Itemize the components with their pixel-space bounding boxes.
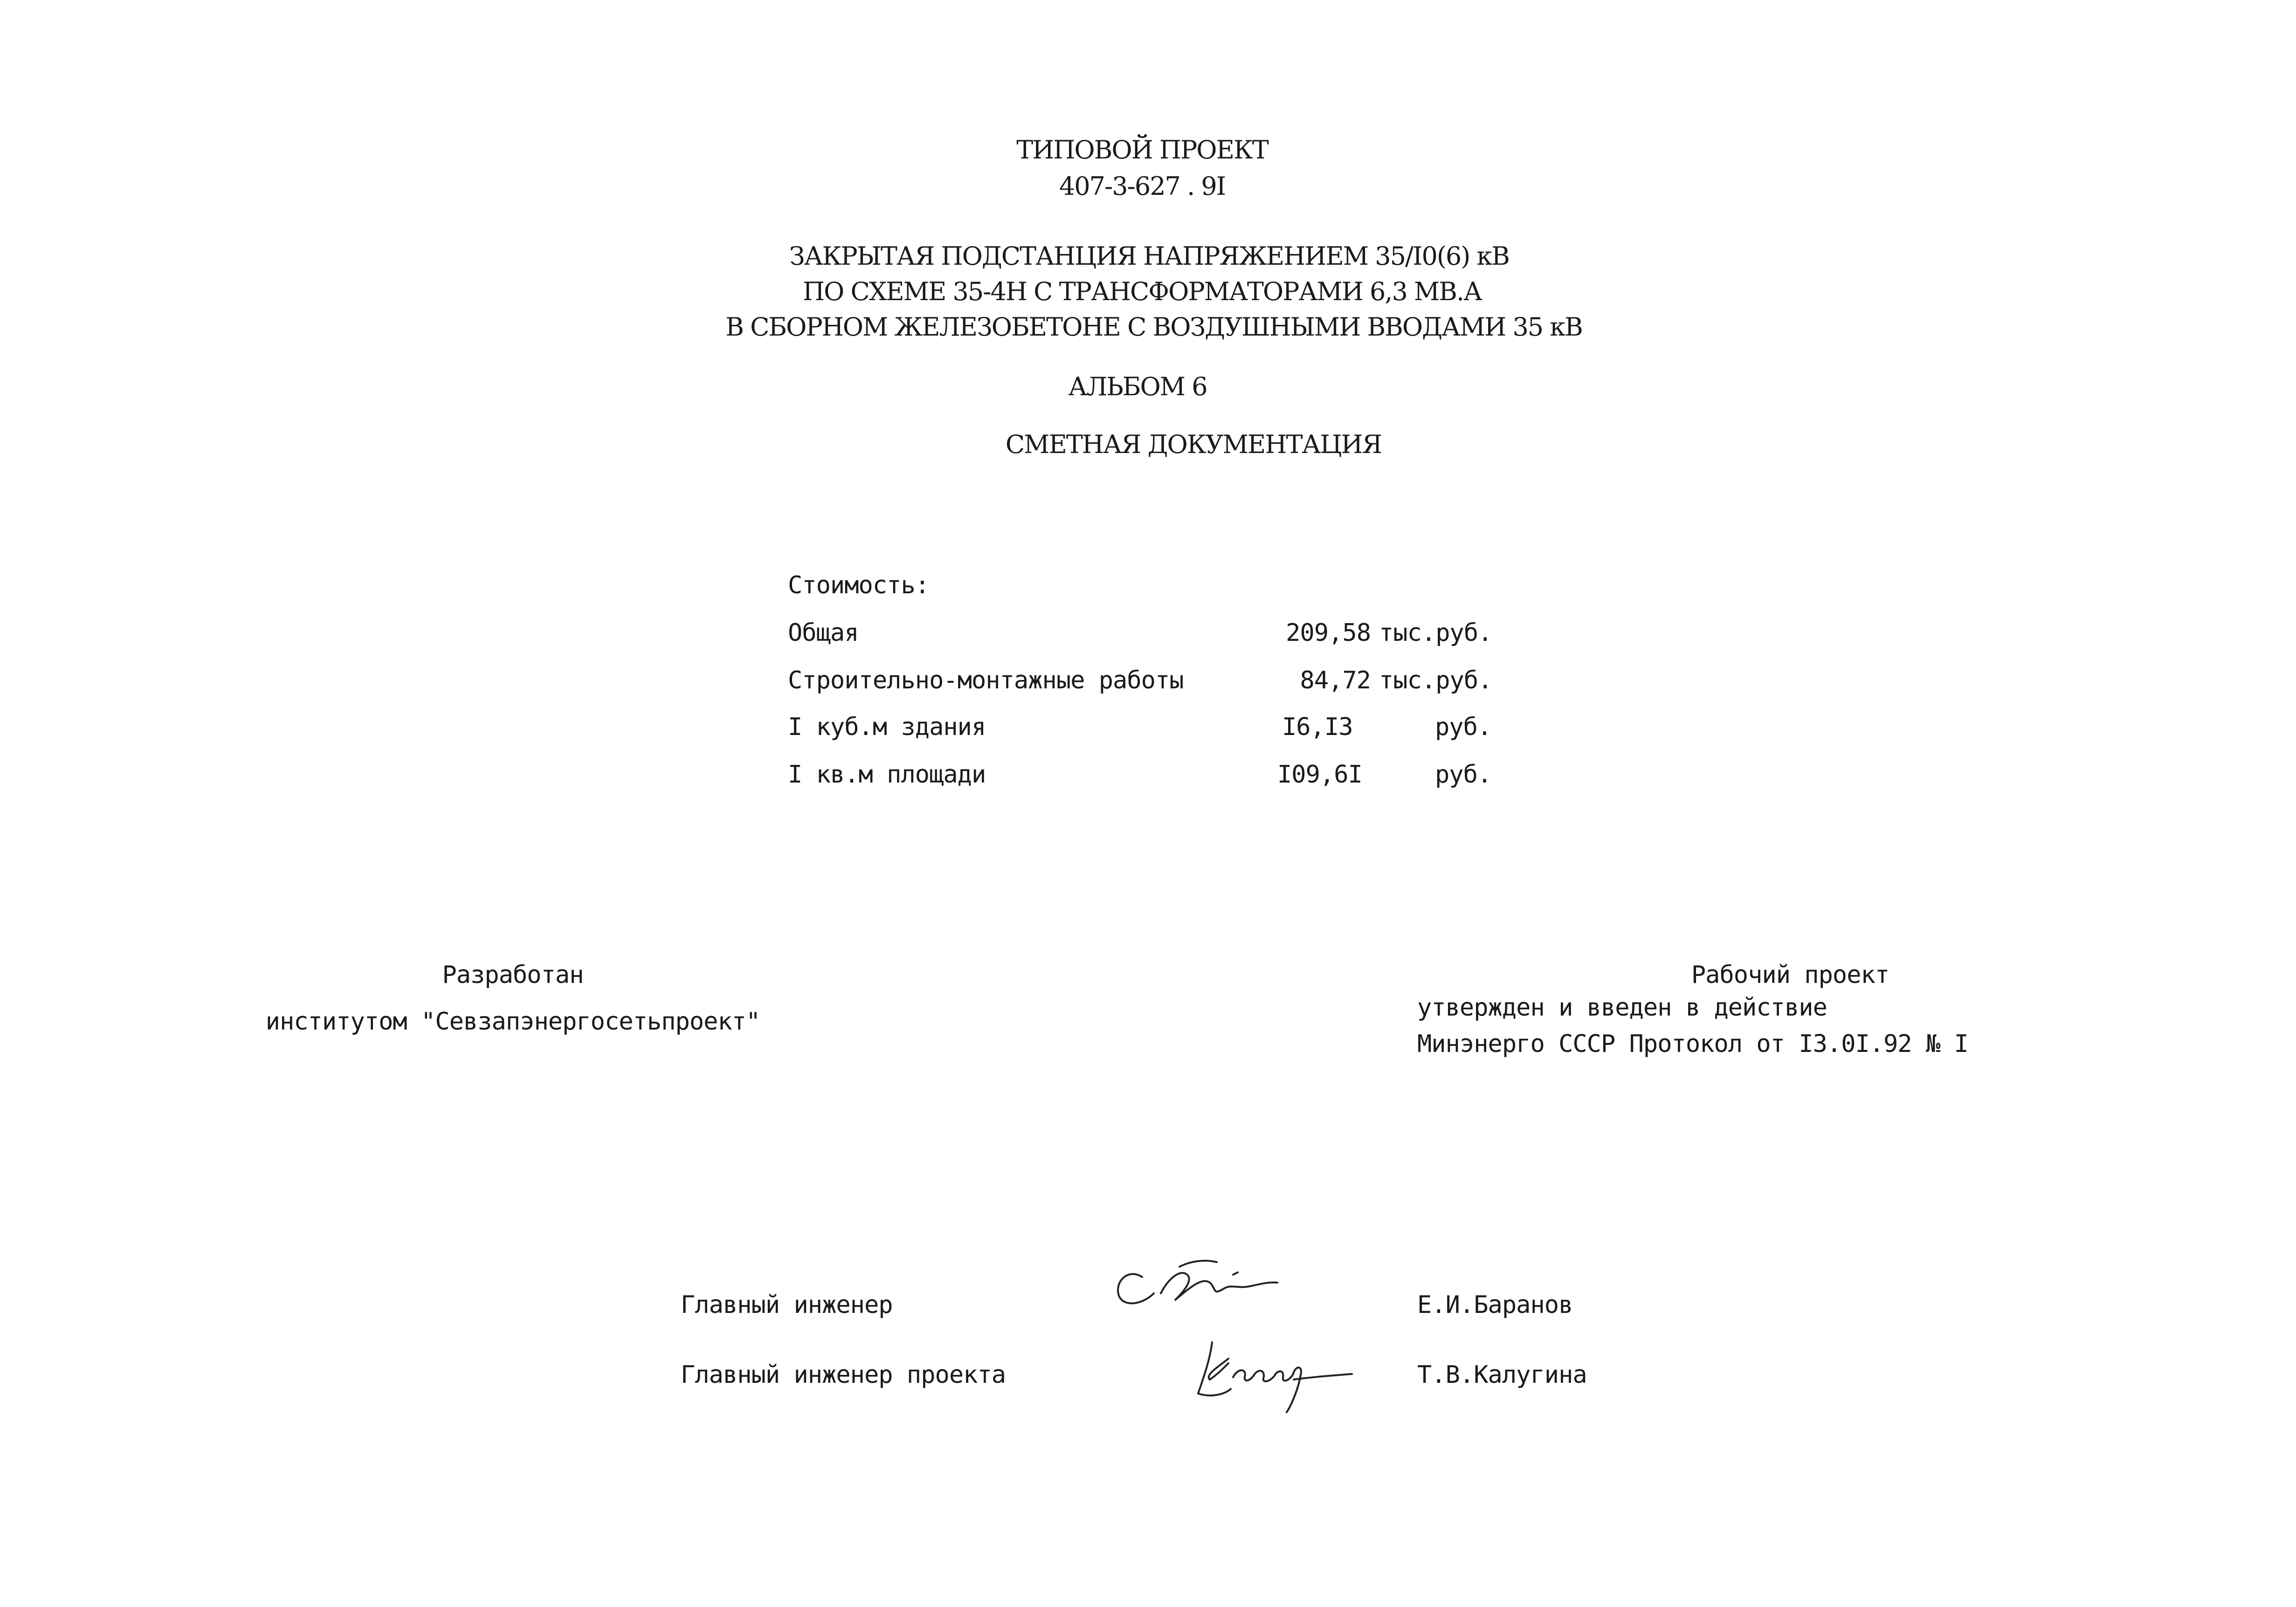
project-type: ТИПОВОЙ ПРОЕКТ [1016, 135, 1268, 165]
signature-role: Главный инженер проекта [681, 1361, 1006, 1389]
title-line-1: ЗАКРЫТАЯ ПОДСТАНЦИЯ НАПРЯЖЕНИЕМ 35/I0(6) кВ [789, 241, 1509, 271]
cost-row-label: Строительно-монтажные работы [788, 666, 1184, 694]
cost-row-unit: тыс.руб. [1379, 666, 1492, 694]
section-title: СМЕТНАЯ ДОКУМЕНТАЦИЯ [1005, 430, 1382, 459]
cost-row-value: 84,72 [1300, 666, 1371, 694]
handwritten-signature [1184, 1324, 1371, 1417]
signature-name: Т.В.Калугина [1417, 1361, 1587, 1389]
cost-heading: Стоимость: [788, 571, 930, 599]
approval-status: утвержден и введен в действие [1417, 994, 1827, 1022]
developed-label: Разработан [442, 961, 584, 989]
cost-row-value: 209,58 [1286, 619, 1371, 647]
signature-name: Е.И.Баранов [1417, 1291, 1573, 1319]
title-line-2: ПО СХЕМЕ 35-4Н С ТРАНСФОРМАТОРАМИ 6,3 МВ.А [802, 277, 1482, 306]
cost-row-value: I09,6I [1277, 761, 1362, 789]
cost-row-label: Общая [788, 619, 859, 647]
title-line-3: В СБОРНОМ ЖЕЛЕЗОБЕТОНЕ С ВОЗДУШНЫМИ ВВОДАМИ 35 кВ [725, 312, 1582, 342]
cost-row-unit: руб. [1435, 761, 1492, 789]
approval-title: Рабочий проект [1691, 961, 1889, 989]
signature-role: Главный инженер [681, 1291, 893, 1319]
cost-row-value: I6,I3 [1282, 713, 1353, 741]
handwritten-signature [1110, 1249, 1296, 1324]
cost-row-label: I кв.м площади [788, 761, 986, 789]
developed-institute: институтом "Севзапэнергосетьпроект" [265, 1008, 760, 1036]
cost-row-label: I куб.м здания [788, 713, 986, 741]
approval-protocol: Минэнерго СССР Протокол от I3.0I.92 № I [1417, 1030, 1968, 1058]
album-number: АЛЬБОМ 6 [1068, 372, 1207, 401]
project-number: 407-3-627 . 9I [1059, 172, 1226, 201]
cost-row-unit: руб. [1435, 713, 1492, 741]
cost-row-unit: тыс.руб. [1379, 619, 1492, 647]
